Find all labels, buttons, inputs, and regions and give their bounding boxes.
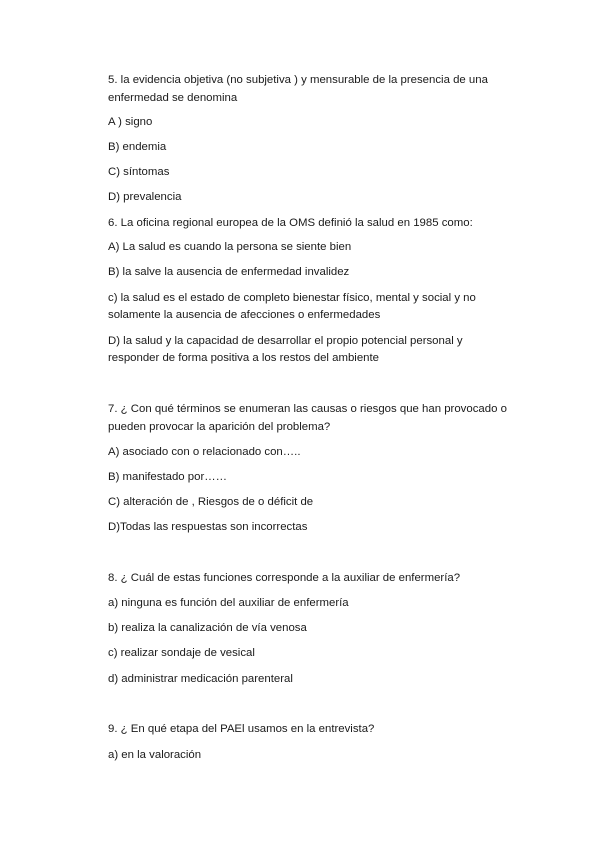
question-9-option-a: a) en la valoración [108,749,202,761]
question-7-option-a: A) asociado con o relacionado con….. [108,446,301,458]
question-6-option-d: D) la salud y la capacidad de desarrollar el propio potencial personal y [108,335,463,347]
question-6-text: 6. La oficina regional europea de la OMS definió la salud en 1985 como: [108,217,473,229]
question-7-text-cont: pueden provocar la aparición del problema? [108,421,331,433]
question-8-option-b: b) realiza la canalización de vía venosa [108,622,307,634]
question-6-option-c: c) la salud es el estado de completo bienestar físico, mental y social y no [108,292,476,304]
question-6-option-d-cont: responder de forma positiva a los restos del ambiente [108,352,379,364]
question-9-text: 9. ¿ En qué etapa del PAEl usamos en la entrevista? [108,723,375,735]
question-7-option-c: C) alteración de , Riesgos de o déficit de [108,496,314,508]
question-8-text: 8. ¿ Cuál de estas funciones corresponde a la auxiliar de enfermería? [108,572,461,584]
question-5-text: 5. la evidencia objetiva (no subjetiva ) y mensurable de la presencia de una [108,74,488,86]
question-5-option-c: C) síntomas [108,166,170,178]
question-5-option-a: A ) signo [108,116,153,128]
question-6-option-b: B) la salve la ausencia de enfermedad invalidez [108,266,350,278]
question-6-option-c-cont: solamente la ausencia de afecciones o enfermedades [108,309,381,321]
question-7-option-d: D)Todas las respuestas son incorrectas [108,521,308,533]
question-8-option-d: d) administrar medicación parenteral [108,673,293,685]
question-5-text-cont: enfermedad se denomina [108,92,238,104]
question-5-option-d: D) prevalencia [108,191,182,203]
question-8-option-a: a) ninguna es función del auxiliar de enfermería [108,597,349,609]
question-6-option-a: A) La salud es cuando la persona se siente bien [108,241,352,253]
question-7-text: 7. ¿ Con qué términos se enumeran las causas o riesgos que han provocado o [108,403,507,415]
question-7-option-b: B) manifestado por…… [108,471,228,483]
question-5-option-b: B) endemia [108,141,167,153]
question-8-option-c: c) realizar sondaje de vesical [108,647,255,659]
